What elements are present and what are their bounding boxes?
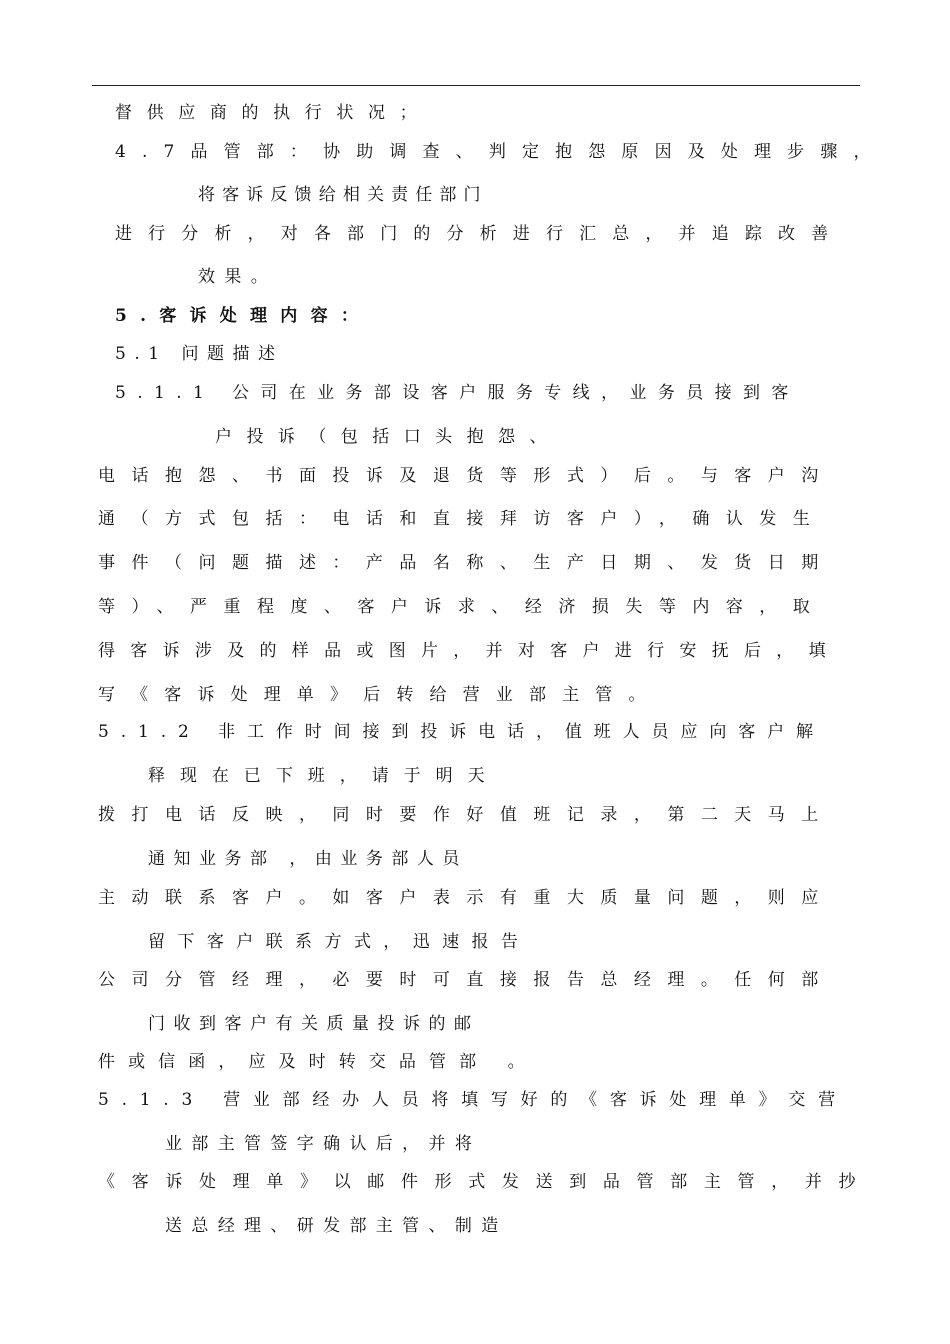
text-line: 电话抱怨、书面投诉及退货等形式）后。与客户沟 <box>98 466 835 486</box>
text-line: 通（方式包括：电话和直接拜访客户），确认发生 <box>98 509 827 529</box>
text-line: 5.1.1 公司在业务部设客户服务专线，业务员接到客 <box>115 383 800 403</box>
text-line: 5.1.3 营业部经办人员将填写好的《客诉处理单》交营 <box>98 1090 848 1110</box>
text-line: 4.7品管部：协助调查、判定抱怨原因及处理步骤， <box>115 142 887 162</box>
text-line: 进行分析，对各部门的分析进行汇总，并追踪改善 <box>115 224 845 244</box>
section-heading: 5.客诉处理内容： <box>115 306 372 326</box>
text-line: 门收到客户有关质量投诉的邮 <box>148 1014 480 1034</box>
text-line: 将客诉反馈给相关责任部门 <box>198 185 488 205</box>
text-line: 事件（问题描述：产品名称、生产日期、发货日期 <box>98 553 835 573</box>
text-line: 通知业务部 ，由业务部人员 <box>148 849 468 869</box>
text-line: 《客诉处理单》以邮件形式发送到品管部主管，并抄 <box>98 1172 873 1192</box>
text-line: 写《客诉处理单》后转给营业部主管。 <box>98 685 662 705</box>
text-line: 公司分管经理，必要时可直接报告总经理。任何部 <box>98 970 835 990</box>
text-line: 效果。 <box>198 267 278 287</box>
subsection-heading: 5.1 问题描述 <box>115 344 284 364</box>
text-line: 留下客户联系方式，迅速报告 <box>148 932 531 952</box>
text-line: 等）、严重程度、客户诉求、经济损失等内容，取 <box>98 597 827 617</box>
text-line: 得客诉涉及的样品或图片，并对客户进行安抚后，填 <box>98 641 841 661</box>
text-line: 业部主管签字确认后，并将 <box>165 1134 482 1154</box>
text-line: 户投诉（包括口头抱怨、 <box>215 427 561 447</box>
text-line: 释现在已下班，请于明天 <box>148 766 500 786</box>
text-line: 件或信函，应及时转交品管部 。 <box>98 1052 538 1072</box>
text-line: 送总经理、研发部主管、制造 <box>165 1216 508 1236</box>
text-line: 督供应商的执行状况； <box>115 103 432 123</box>
text-line: 5.1.2 非工作时间接到投诉电话，值班人员应向客户解 <box>98 722 825 742</box>
text-line: 主动联系客户。如客户表示有重大质量问题，则应 <box>98 888 835 908</box>
header-rule <box>92 85 860 86</box>
text-line: 拨打电话反映，同时要作好值班记录，第二天马上 <box>98 805 835 825</box>
